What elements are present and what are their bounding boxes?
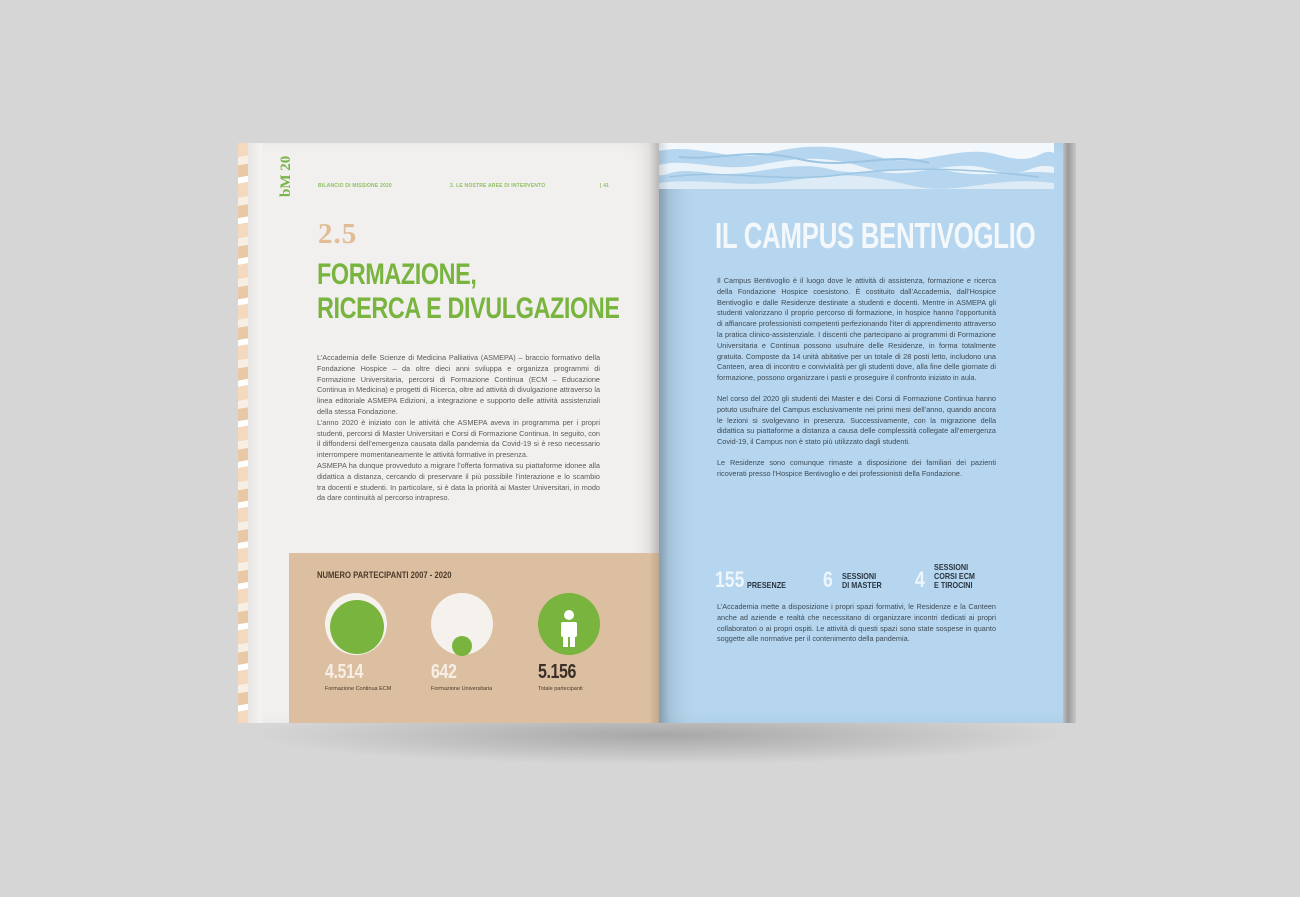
fact-label-line: SESSIONI	[934, 562, 969, 572]
person-icon	[538, 593, 600, 655]
fact-label	[842, 572, 882, 590]
ecm-fill	[330, 600, 384, 654]
marble-header-decoration	[659, 143, 1054, 189]
fact-value: 4	[915, 567, 925, 592]
fact-master	[823, 555, 913, 595]
running-head-left: BILANCIO DI MISSIONE 2020	[318, 183, 392, 189]
section-number: 2.5	[318, 218, 358, 250]
open-brochure	[238, 143, 1076, 723]
section-title-line-1: FORMAZIONE,	[317, 258, 477, 291]
stat-value: 4.514	[325, 661, 364, 683]
campus-facts	[715, 555, 1015, 595]
fact-label	[747, 581, 786, 590]
marble-pattern	[659, 143, 1054, 189]
book-spine	[649, 143, 669, 723]
fact-ecm	[915, 555, 1005, 595]
participants-stats-box	[289, 553, 659, 723]
campus-title: IL CAMPUS BENTIVOGLIO	[715, 215, 1036, 256]
paragraph: L’Accademia delle Scienze di Medicina Palliativa (ASMEPA) – braccio formativo della Fondazione Hospice – da oltre dieci anni sviluppa e organizza programmi di Formazione Universitaria, percorsi di Formazione Continua (ECM – Educazione Continua in Medicina) e progetti di Ricerca, oltre ad attività di divulgazione attraverso la linea editoriale ASMEPA Edizioni, a integrazione e supporto delle attività assistenziali della stessa Fondazione.	[317, 353, 600, 416]
fact-value: 155	[715, 567, 745, 592]
section-title-line-2: RICERCA E DIVULGAZIONE	[317, 292, 620, 325]
page-stack-edge	[1063, 143, 1076, 723]
fact-presenze	[715, 555, 815, 595]
stats-title: NUMERO PARTECIPANTI 2007 - 2020	[317, 570, 452, 580]
fact-label-line: SESSIONI	[842, 571, 877, 581]
left-page	[238, 143, 659, 723]
paragraph: ASMEPA ha dunque provveduto a migrare l’offerta formativa su piattaforme idonee alla didattica a distanza, cercando di preservare il più possibile l’interazione e lo scambio tra docenti e studenti. In particolare, si è data la priorità ai Master Universitari, in modo da dare continuità al percorso intrapreso.	[317, 460, 600, 503]
intro-text	[317, 353, 600, 504]
stat-value: 642	[431, 661, 457, 683]
closing-paragraph: L’Accademia mette a disposizione i propri spazi formativi, le Residenze e la Canteen anche ad aziende e realtà che necessitano di organizzare incontri dedicati ai propri collaboratori o ai propri ospiti. Le attività di questi spazi sono state sospese in quanto soggette alle normative per il contenimento della pandemia.	[717, 602, 996, 644]
paragraph: Il Campus Bentivoglio è il luogo dove le attività di assistenza, formazione e ricerca della Fondazione Hospice coesistono. È costituito dall’Accademia, dall’Hospice Bentivoglio e dalle Residenze destinate a studenti e docenti. Mentre in ASMEPA gli studenti valorizzano il proprio percorso di formazione, in hospice hanno l’opportunità di affiancare professionisti competenti perfezionando l’iter di apprendimento attraverso la pratica clinico-assistenziale. I discenti che partecipano ai programmi di Formazione Universitaria e Continua possono usufruire delle Residenze, in forma totalmente gratuita. Composte da 14 unità abitative per un totale di 28 posti letto, includono una Canteen, area di incontro e convivialità per gli studenti dove, alla fine delle giornate di formazione, possono organizzare i pasti e proseguire il confronto iniziato in aula.	[717, 276, 996, 383]
fact-label	[934, 563, 975, 590]
fact-label-line: PRESENZE	[747, 580, 786, 590]
running-head-center: 2. LE NOSTRE AREE DI INTERVENTO	[450, 183, 546, 189]
university-circle	[431, 593, 493, 655]
paragraph: Nel corso del 2020 gli studenti dei Master e dei Corsi di Formazione Continua hanno potuto usufruire del Campus esclusivamente nei primi mesi dell’anno, quando ancora le lezioni si svolgevano in presenza. Successivamente, con la migrazione della didattica su piattaforme a distanza a causa delle complessità collegate all’emergenza Covid-19, il Campus non è stato più utilizzato dagli studenti.	[717, 393, 996, 447]
total-circle	[538, 593, 600, 655]
paragraph: Le Residenze sono comunque rimaste a disposizione dei familiari dei pazienti ricoverati presso l’Hospice Bentivoglio e dei professionisti della Fondazione.	[717, 457, 996, 478]
paragraph: L’anno 2020 è iniziato con le attività che ASMEPA aveva in programma per i propri studenti, percorsi di Master Universitari e Corsi di Formazione Continua. In seguito, con il diffondersi dell’emergenza causata dalla pandemia da Covid-19 si è reso necessario interrompere momentaneamente le attività formative in presenza.	[317, 417, 600, 460]
stat-label: Totale partecipanti	[538, 686, 583, 692]
ecm-circle	[325, 593, 387, 655]
marble-edge-decoration	[238, 143, 248, 723]
page-edge	[248, 143, 262, 723]
right-page	[659, 143, 1063, 723]
page-number: | 41	[600, 183, 610, 189]
university-fill	[452, 636, 472, 656]
fact-label-line: CORSI ECM	[934, 571, 975, 581]
stat-label: Formazione Continua ECM	[325, 686, 392, 692]
section-title	[317, 258, 620, 326]
stat-label: Formazione Universitaria	[431, 686, 493, 692]
vertical-logo: bM 20	[278, 155, 294, 197]
stat-value: 5.156	[538, 661, 577, 683]
campus-text	[717, 276, 996, 490]
fact-label-line: DI MASTER	[842, 580, 882, 590]
fact-label-line: E TIROCINI	[934, 580, 973, 590]
fact-value: 6	[823, 567, 833, 592]
